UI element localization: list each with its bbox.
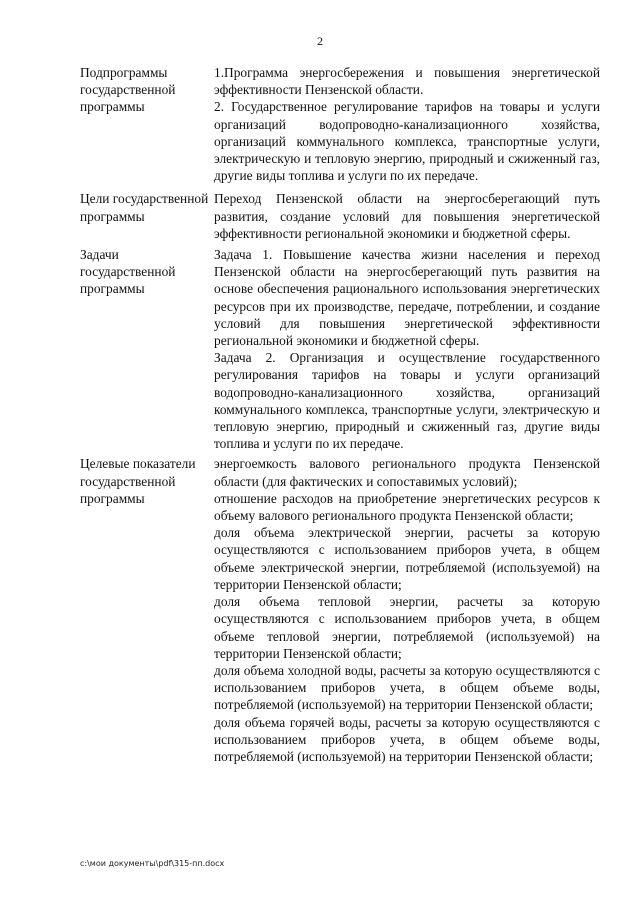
passport-table — [80, 64, 600, 765]
goals-content — [214, 190, 600, 242]
subprogram-item: 2. Государственное регулирование тарифов на товары и услуги организаций водопроводно-канализационного хозяйства, организаций коммунального комплекса, транспортные услуги, электрическую и тепловую энергию, природный и сжиженный газ, другие виды топлива и услуги по их передаче. — [214, 99, 600, 184]
indicators-content — [214, 455, 600, 765]
task-item: Задача 2. Организация и осуществление государственного регулирования тарифов на товары и услуги организаций водопроводно-канализационного хозяйства, организаций коммунального комплекса, транспортные услуги, электрическую и тепловую энергию, природный и сжиженный газ, другие виды топлива и услуги по их передаче. — [214, 350, 600, 452]
indicator-item: доля объема тепловой энергии, расчеты за которую осуществляются с использованием приборов учета, в общем объеме тепловой энергии, потребляемой (используемой) на территории Пензенской области; — [214, 594, 600, 661]
page-number: 2 — [317, 34, 323, 48]
subprograms-row — [80, 64, 600, 184]
file-path-footer: c:\мои документы\pdf\315-пп.docx — [80, 859, 225, 868]
indicator-item: доля объема горячей воды, расчеты за которую осуществляются с использованием приборов учета, в общем объеме воды, потребляемой (используемой) на территории Пензенской области; — [214, 714, 600, 764]
subprograms-content — [214, 64, 600, 184]
indicator-item: энергоемкость валового регионального продукта Пензенской области (для фактических и сопоставимых условий); — [214, 456, 600, 489]
indicator-item: отношение расходов на приобретение энергетических ресурсов к объему валового регионального продукта Пензенской области; — [214, 490, 600, 524]
tasks-content — [214, 246, 600, 452]
indicator-item: доля объема холодной воды, расчеты за которую осуществляются с использованием приборов учета, в общем объеме воды, потребляемой (используемой) на территории Пензенской области; — [214, 662, 600, 713]
task-item: Задача 1. Повышение качества жизни населения и переход Пензенской области на энергосберегающий путь развития на основе обеспечения рационального использования энергетических ресурсов при их производстве, передаче, потреблении, и создание условий для повышения энергетической эффективности региональной экономики и бюджетной сферы. — [214, 247, 600, 349]
subprograms-label: Подпрограммы государственной программы — [80, 65, 176, 115]
subprogram-item: 1.Программа энергосбережения и повышения энергетической эффективности Пензенской области. — [214, 65, 600, 98]
goals-label: Цели государственной программы — [80, 191, 209, 224]
tasks-row — [80, 246, 600, 452]
goals-row — [80, 190, 600, 242]
tasks-label: Задачи государственной программы — [80, 247, 176, 297]
goals-text: Переход Пензенской области на энергосберегающий путь развития, создание условий для повышения энергетической эффективности региональной экономики и бюджетной сферы. — [214, 191, 600, 241]
indicator-item: доля объема электрической энергии, расчеты за которую осуществляются с использованием приборов учета, в общем объеме электрической энергии, потребляемой (используемой) на территории Пензенской области; — [214, 525, 600, 592]
indicators-label: Целевые показатели государственной программы — [80, 456, 196, 506]
indicators-row — [80, 455, 600, 765]
